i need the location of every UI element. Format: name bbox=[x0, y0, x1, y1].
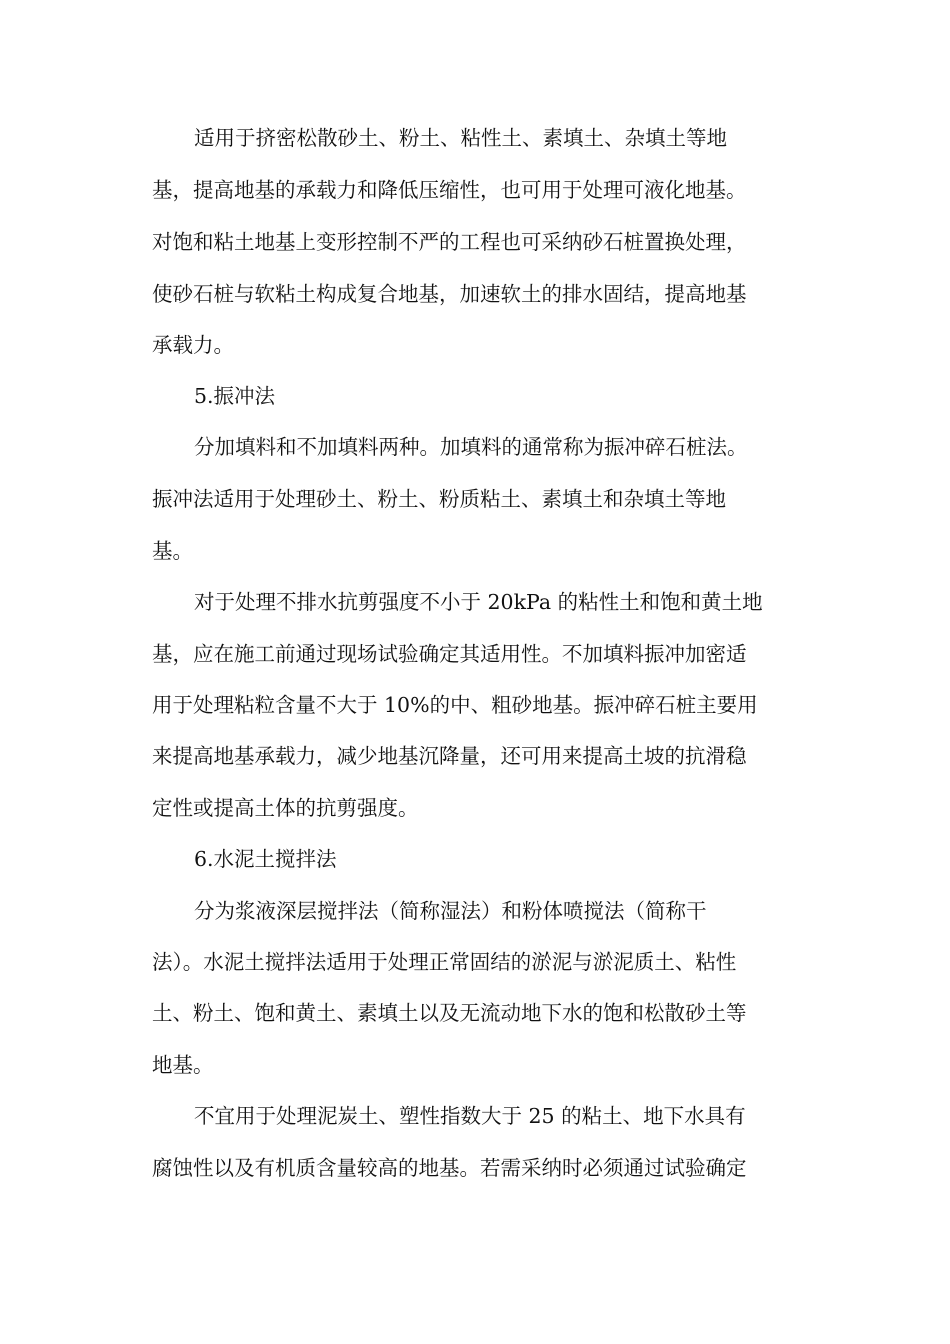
paragraph-line: 地基。 bbox=[152, 1053, 214, 1077]
paragraph-line: 基。 bbox=[152, 539, 193, 563]
paragraph-line: 对于处理不排水抗剪强度不小于 20kPa 的粘性土和饱和黄土地 bbox=[194, 590, 763, 614]
paragraph-line: 来提高地基承载力，减少地基沉降量，还可用来提高土坡的抗滑稳 bbox=[152, 744, 747, 768]
section-heading: 5.振冲法 bbox=[194, 384, 276, 408]
paragraph-line: 振冲法适用于处理砂土、粉土、粉质粘土、素填土和杂填土等地 bbox=[152, 487, 726, 511]
paragraph-line: 基，提高地基的承载力和降低压缩性，也可用于处理可液化地基。 bbox=[152, 178, 747, 202]
paragraph-line: 不宜用于处理泥炭土、塑性指数大于 25 的粘土、地下水具有 bbox=[194, 1104, 746, 1128]
paragraph-line: 分加填料和不加填料两种。加填料的通常称为振冲碎石桩法。 bbox=[194, 435, 748, 459]
paragraph-line: 土、粉土、饱和黄土、素填土以及无流动地下水的饱和松散砂土等 bbox=[152, 1001, 747, 1025]
paragraph-line: 适用于挤密松散砂土、粉土、粘性土、素填土、杂填土等地 bbox=[194, 126, 727, 150]
paragraph-line: 对饱和粘土地基上变形控制不严的工程也可采纳砂石桩置换处理， bbox=[152, 230, 747, 254]
paragraph-line: 定性或提高土体的抗剪强度。 bbox=[152, 796, 419, 820]
paragraph-line: 用于处理粘粒含量不大于 10%的中、粗砂地基。振冲碎石桩主要用 bbox=[152, 693, 758, 717]
paragraph-line: 腐蚀性以及有机质含量较高的地基。若需采纳时必须通过试验确定 bbox=[152, 1156, 747, 1180]
paragraph-line: 基，应在施工前通过现场试验确定其适用性。不加填料振冲加密适 bbox=[152, 642, 747, 666]
paragraph-line: 承载力。 bbox=[152, 333, 234, 357]
paragraph-line: 分为浆液深层搅拌法（简称湿法）和粉体喷搅法（简称干 bbox=[194, 899, 707, 923]
paragraph-line: 使砂石桩与软粘土构成复合地基，加速软土的排水固结，提高地基 bbox=[152, 282, 747, 306]
section-heading: 6.水泥土搅拌法 bbox=[194, 847, 337, 871]
paragraph-line: 法）。水泥土搅拌法适用于处理正常固结的淤泥与淤泥质土、粘性 bbox=[152, 950, 737, 974]
